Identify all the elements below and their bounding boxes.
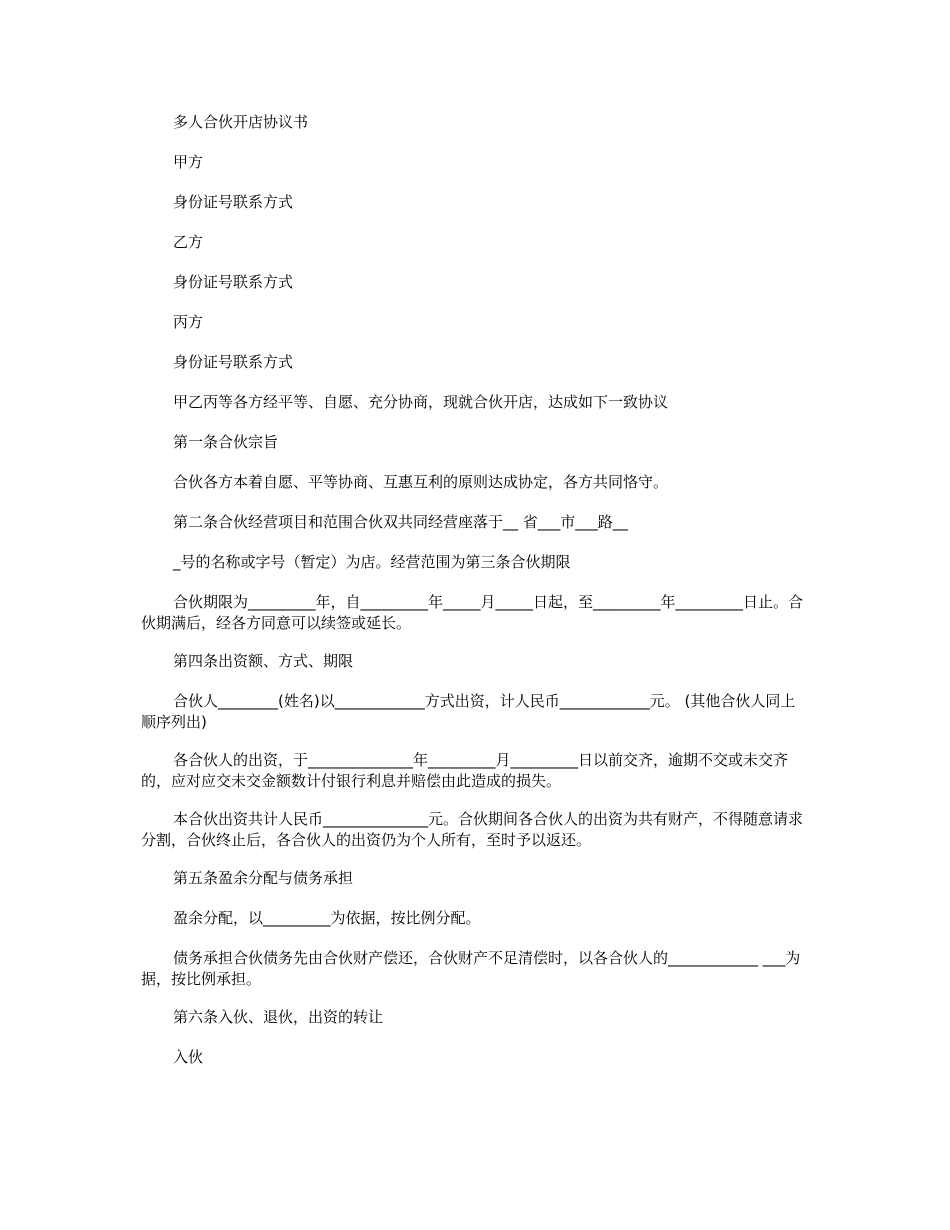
party-a-id-contact: 身份证号联系方式: [173, 193, 294, 211]
document-title: 多人合伙开店协议书: [173, 113, 309, 131]
article-2-body: _号的名称或字号（暂定）为店。经营范围为第三条合伙期限: [173, 553, 571, 571]
article-3-term: 合伙期限为_________年，自_________年_____月_____日起，至_________年_________日止。合伙期满后，经各方同意可以续签或延长。: [141, 593, 804, 632]
article-6-admission: 入伙: [173, 1048, 204, 1066]
document-page: [141, 112, 809, 1087]
article-5-profit: 盈余分配，以_________为依据，按比例分配。: [173, 909, 481, 927]
party-c-id-contact: 身份证号联系方式: [173, 353, 294, 371]
article-1-body: 合伙各方本着自愿、平等协商、互惠互利的原则达成协定，各方共同恪守。: [173, 473, 669, 491]
article-4-contribution: 合伙人________(姓名)以____________方式出资，计人民币____________元。 (其他合伙人同上顺序列出): [141, 692, 796, 731]
article-5-debt: 债务承担合伙债务先由合伙财产偿还，合伙财产不足清偿时，以各合伙人的____________ ___为据，按比例承担。: [141, 949, 801, 988]
article-4-payment-deadline: 各合伙人的出资，于______________年_________月_________日以前交齐，逾期不交或未交齐的，应对应交未交金额数计付银行利息并赔偿由此造成的损失。: [141, 751, 789, 790]
article-2-heading: 第二条合伙经营项目和范围合伙双共同经营座落于__ 省___市___路__: [173, 513, 628, 531]
party-a-label: 甲方: [173, 153, 204, 171]
party-b-id-contact: 身份证号联系方式: [173, 273, 294, 291]
article-4-heading: 第四条出资额、方式、期限: [173, 652, 354, 670]
article-5-heading: 第五条盈余分配与债务承担: [173, 869, 354, 887]
article-4-total-capital: 本合伙出资共计人民币______________元。合伙期间各合伙人的出资为共有财产，不得随意请求分割，合伙终止后，各合伙人的出资仍为个人所有，至时予以返还。: [141, 810, 804, 849]
preamble: 甲乙丙等各方经平等、自愿、充分协商，现就合伙开店，达成如下一致协议: [173, 393, 669, 411]
article-6-heading: 第六条入伙、退伙，出资的转让: [173, 1008, 384, 1026]
party-b-label: 乙方: [173, 233, 204, 251]
party-c-label: 丙方: [173, 313, 204, 331]
article-1-heading: 第一条合伙宗旨: [173, 433, 279, 451]
